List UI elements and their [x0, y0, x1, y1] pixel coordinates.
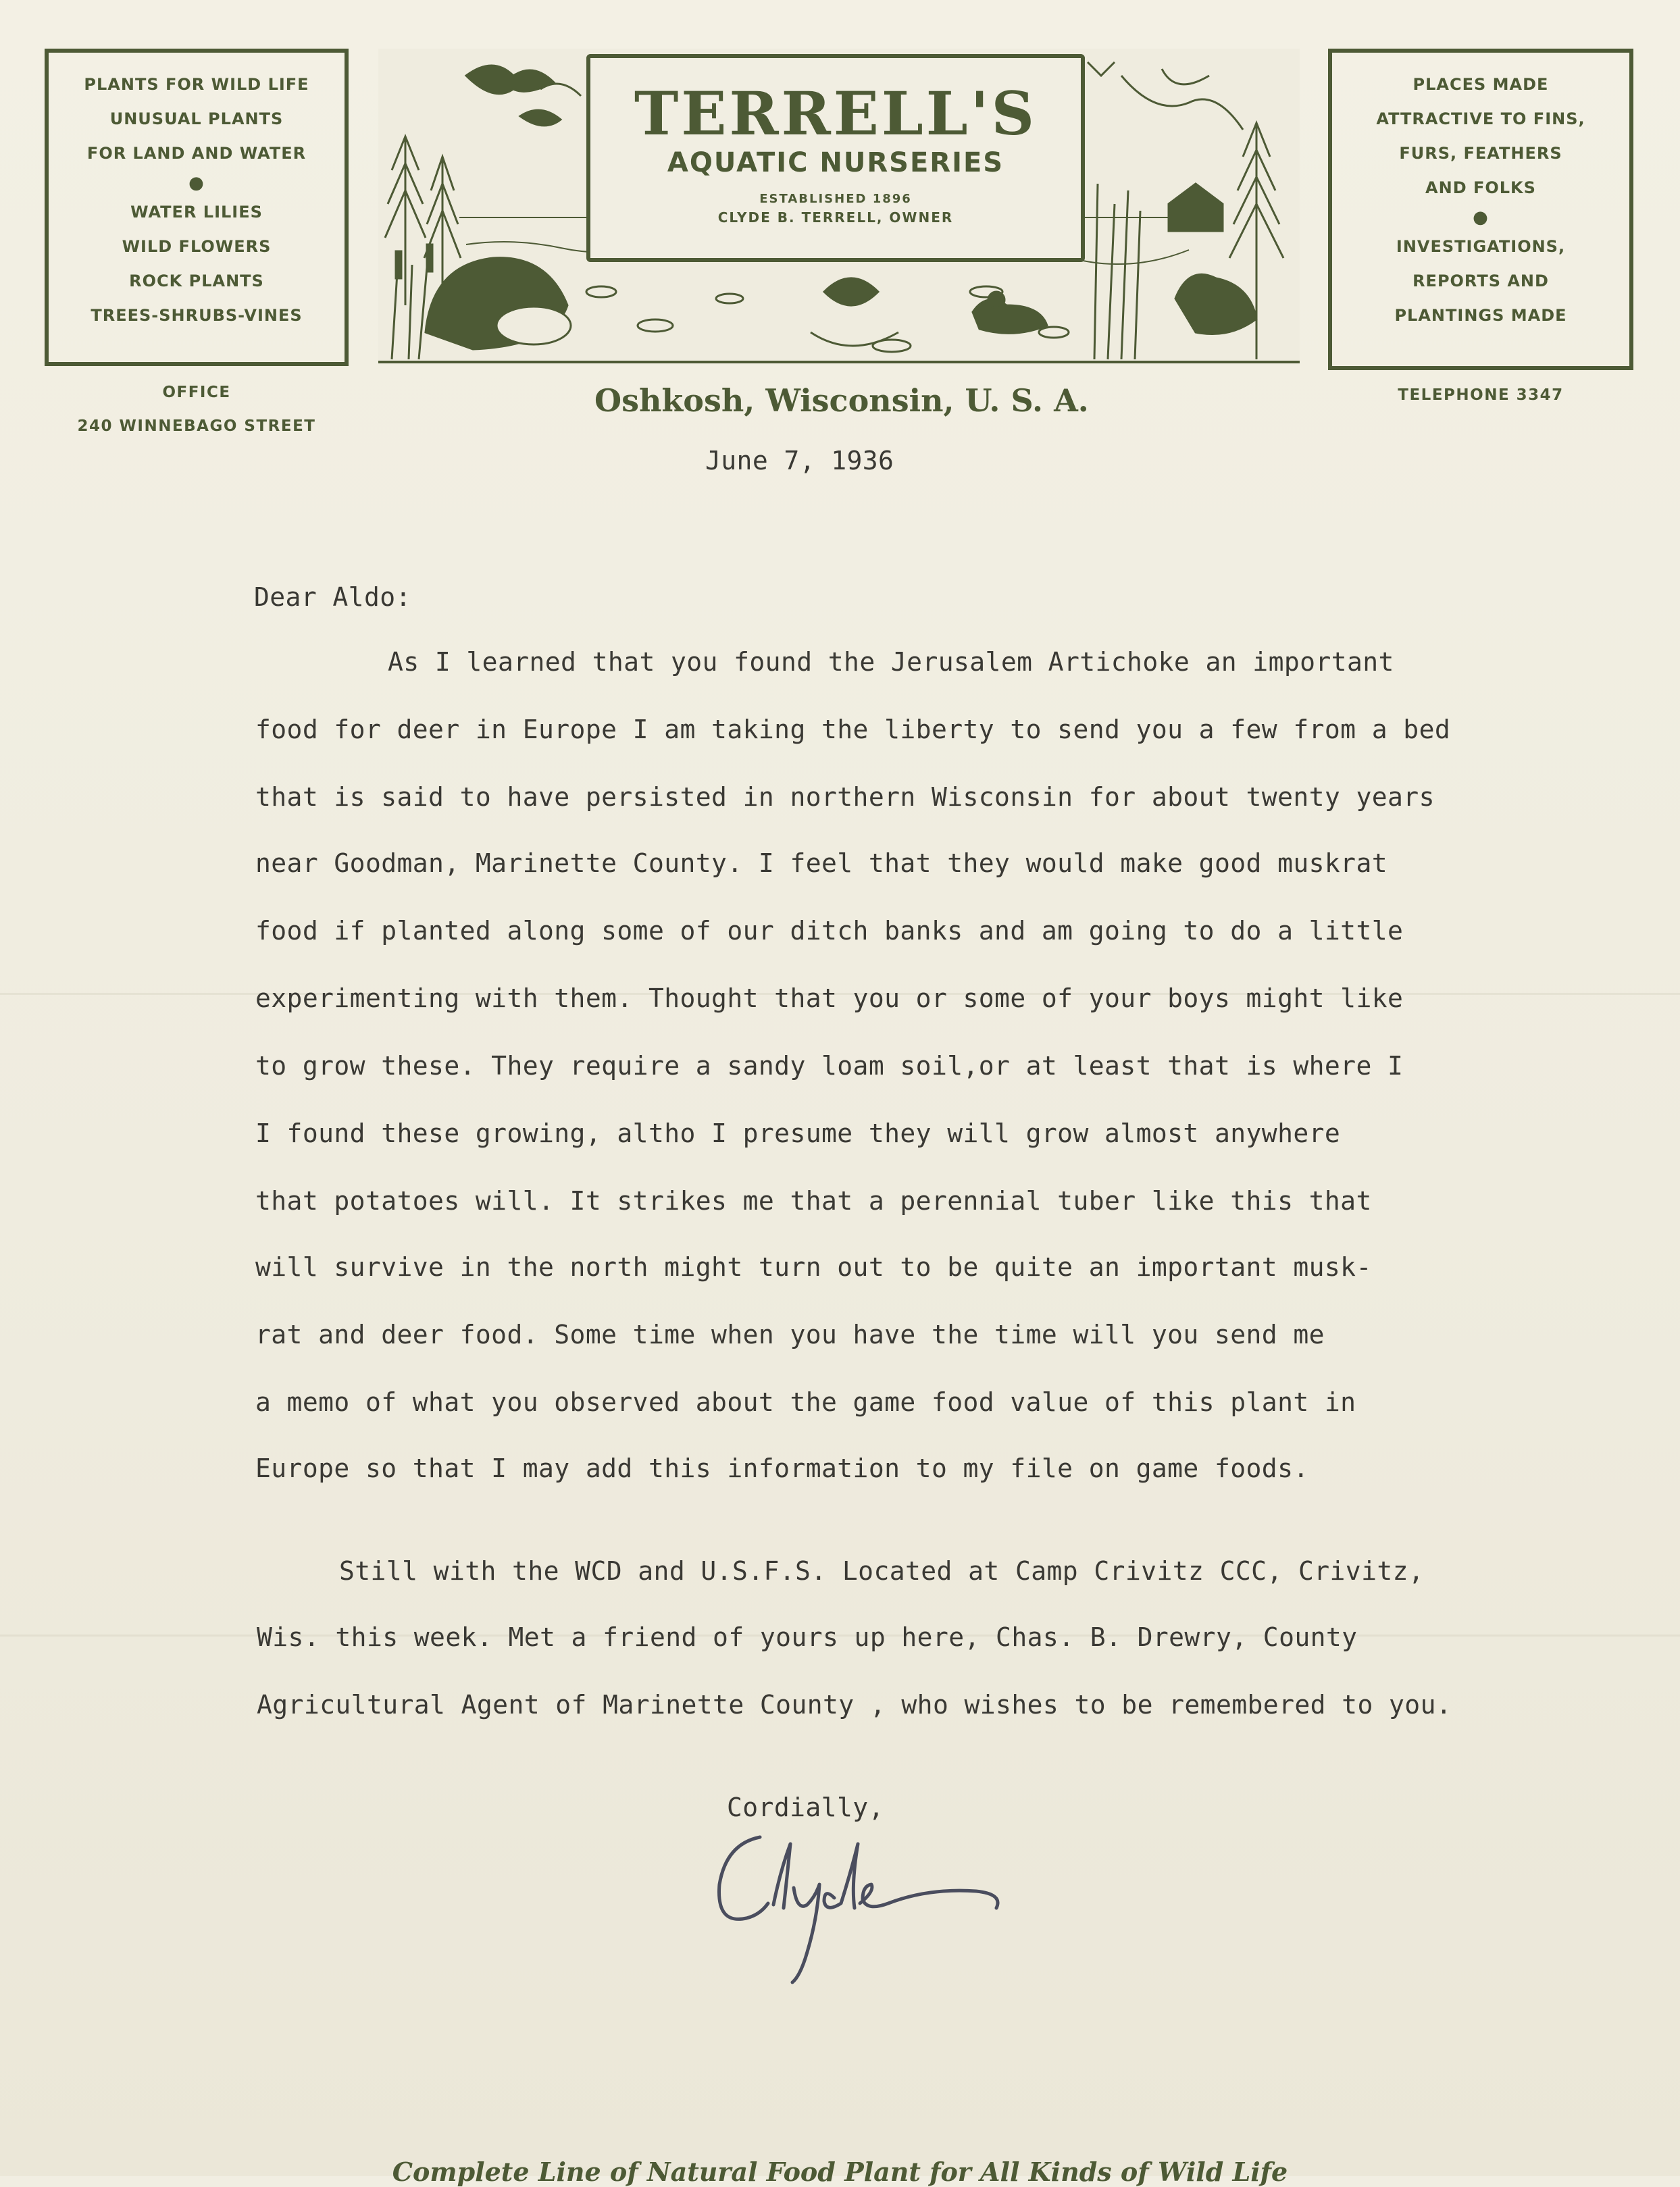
- letter-line: a memo of what you observed about the game food value of this plant in: [255, 1387, 1356, 1417]
- letter-line: that is said to have persisted in northern Wisconsin for about twenty years: [255, 782, 1435, 812]
- established-text: ESTABLISHED 1896: [759, 192, 912, 206]
- letter-line: Agricultural Agent of Marinette County , who wishes to be remembered to you.: [257, 1690, 1452, 1720]
- letter-line: I found these growing, altho I presume they will grow almost anywhere: [255, 1118, 1341, 1148]
- company-name: TERRELL'S: [634, 78, 1038, 149]
- letter-line: food if planted along some of our ditch banks and am going to do a little: [255, 916, 1404, 946]
- letterhead-right-box: [1328, 49, 1633, 370]
- letter-line: Europe so that I may add this information to my file on game foods.: [255, 1453, 1309, 1483]
- city-line: Oshkosh, Wisconsin, U. S. A.: [594, 382, 1089, 419]
- letterhead-left-box: [45, 49, 349, 366]
- letter-date: June 7, 1936: [705, 446, 894, 475]
- letter-line: that potatoes will. It strikes me that a perennial tuber like this that: [255, 1186, 1372, 1216]
- left-box-line: ROCK PLANTS: [129, 272, 264, 290]
- letter-line: experimenting with them. Thought that you or some of your boys might like: [255, 983, 1404, 1013]
- left-box-line: TREES-SHRUBS-VINES: [91, 306, 303, 325]
- right-box-line: REPORTS AND: [1412, 272, 1549, 290]
- left-box-line: UNUSUAL PLANTS: [109, 109, 284, 128]
- letter-line: rat and deer food. Some time when you have the time will you send me: [255, 1320, 1325, 1349]
- left-box-line: WILD FLOWERS: [122, 237, 272, 256]
- company-title-box: [586, 54, 1085, 262]
- right-box-line: PLANTINGS MADE: [1394, 306, 1567, 325]
- right-box-line: INVESTIGATIONS,: [1396, 237, 1566, 256]
- right-box-line: AND FOLKS: [1425, 178, 1536, 197]
- telephone-text: TELEPHONE 3347: [1398, 386, 1564, 404]
- left-box-line: FOR LAND AND WATER: [86, 144, 307, 163]
- letter-line: food for deer in Europe I am taking the liberty to send you a few from a bed: [255, 715, 1451, 744]
- right-box-line: ATTRACTIVE TO FINS,: [1376, 109, 1585, 128]
- letter-line: will survive in the north might turn out to be quite an important musk-: [255, 1252, 1372, 1282]
- footer-tagline: Complete Line of Natural Food Plant for All Kinds of Wild Life: [392, 2157, 1288, 2187]
- letter-line: to grow these. They require a sandy loam soil,or at least that is where I: [255, 1051, 1404, 1081]
- letter-line: Wis. this week. Met a friend of yours up here, Chas. B. Drewry, County: [257, 1622, 1358, 1652]
- office-address: 240 WINNEBAGO STREET: [77, 417, 316, 435]
- right-box-line: FURS, FEATHERS: [1399, 144, 1562, 163]
- letter-line: near Goodman, Marinette County. I feel that they would make good muskrat: [255, 848, 1388, 878]
- left-box-line: PLANTS FOR WILD LIFE: [84, 75, 309, 94]
- office-label: OFFICE: [162, 384, 231, 401]
- right-box-line: PLACES MADE: [1412, 75, 1549, 94]
- left-box-line: WATER LILIES: [130, 203, 263, 222]
- company-subtitle: AQUATIC NURSERIES: [667, 147, 1004, 178]
- closing: Cordially,: [727, 1793, 884, 1822]
- bullet-icon: ●: [1473, 207, 1489, 228]
- salutation: Dear Aldo:: [254, 582, 411, 612]
- letter-line: As I learned that you found the Jerusalem Artichoke an important: [388, 647, 1394, 677]
- letter-line: Still with the WCD and U.S.F.S. Located at Camp Crivitz CCC, Crivitz,: [339, 1556, 1425, 1586]
- bullet-icon: ●: [188, 173, 205, 193]
- owner-text: CLYDE B. TERRELL, OWNER: [717, 209, 954, 226]
- signature-handwritten: [706, 1824, 1030, 1986]
